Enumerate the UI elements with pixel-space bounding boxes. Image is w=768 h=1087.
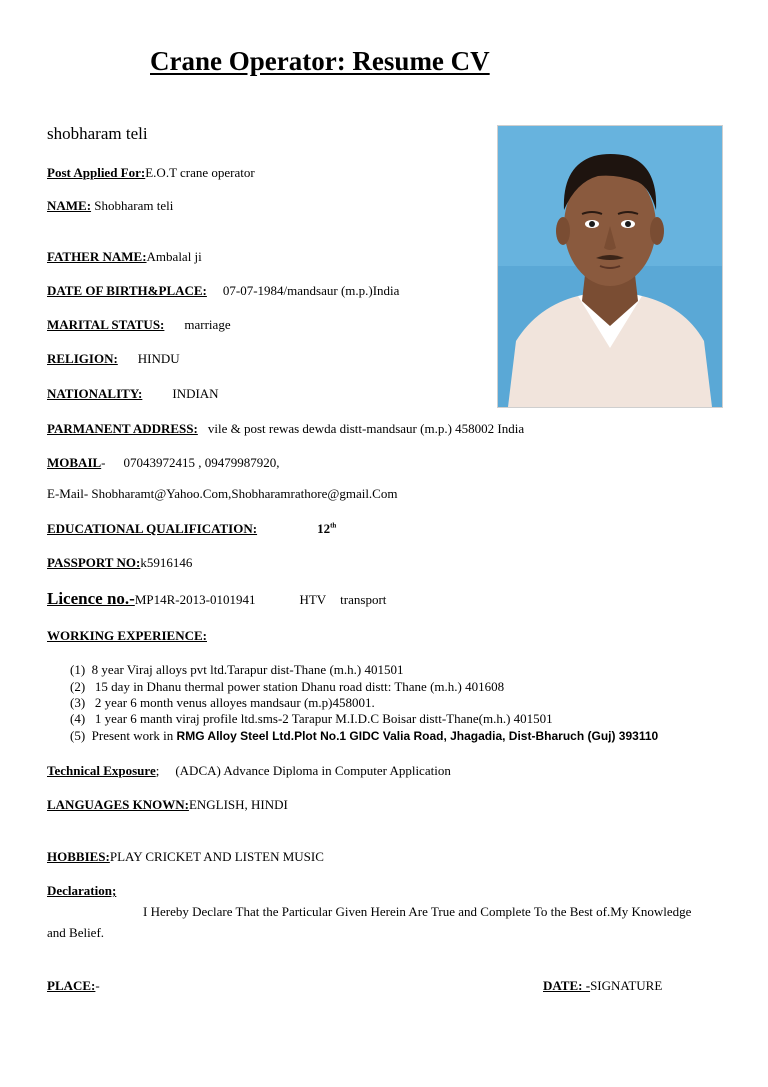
- education-row: [47, 521, 336, 537]
- father-name-value: Ambalal ji: [146, 249, 202, 264]
- marital-status-value: marriage: [184, 317, 231, 332]
- nationality-value: INDIAN: [172, 386, 219, 401]
- passport-label: PASSPORT NO:: [47, 555, 141, 570]
- place-label: PLACE:: [47, 978, 96, 993]
- experience-item: [70, 695, 375, 711]
- languages-value: ENGLISH, HINDI: [188, 797, 288, 812]
- licence-use: transport: [340, 592, 387, 607]
- nationality-label: NATIONALITY:: [47, 386, 143, 401]
- email-row: [47, 486, 397, 502]
- place-sep: -: [95, 978, 100, 993]
- name-value: Shobharam teli: [91, 198, 174, 213]
- experience-item-num: (2): [70, 679, 86, 694]
- date-label: DATE: -: [543, 978, 591, 993]
- father-name-row: [47, 249, 202, 265]
- education-value: 12: [317, 521, 331, 536]
- name-row: [47, 198, 173, 214]
- experience-item: [70, 679, 504, 695]
- marital-status-row: [47, 317, 231, 333]
- licence-label: Licence no.-: [47, 589, 135, 608]
- experience-item-text: Present work in: [91, 728, 174, 743]
- technical-value: (ADCA) Advance Diploma in Computer Application: [175, 763, 451, 778]
- place-row: [47, 978, 100, 994]
- experience-item: [70, 728, 658, 744]
- experience-heading-row: [47, 628, 207, 644]
- declaration-text: I Hereby Declare That the Particular Given Herein Are True and Complete To the Best of.My Knowledge and Belief.: [47, 904, 692, 940]
- email-value: E-Mail- Shobharamt@Yahoo.Com,Shobharamrathore@gmail.Com: [47, 486, 398, 501]
- experience-item-num: (1): [70, 662, 86, 677]
- mobile-sep: -: [101, 455, 106, 470]
- licence-value: MP14R-2013-0101941: [134, 592, 256, 607]
- experience-item-text: 15 day in Dhanu thermal power station Dhanu road distt: Thane (m.h.) 401608: [94, 679, 505, 694]
- experience-item: [70, 662, 403, 678]
- experience-heading: WORKING EXPERIENCE:: [47, 628, 207, 643]
- address-value: vile & post rewas dewda distt-mandsaur (m.p.) 458002 India: [207, 421, 525, 436]
- declaration-label: Declaration;: [47, 883, 117, 898]
- experience-item-num: (3): [70, 695, 86, 710]
- date-signature-row: [543, 978, 662, 994]
- post-applied-row: [47, 165, 255, 181]
- address-row: [47, 421, 524, 437]
- education-label: EDUCATIONAL QUALIFICATION:: [47, 521, 258, 536]
- experience-item-text: 2 year 6 month venus alloyes mandsaur (m.p)458001.: [94, 695, 375, 710]
- technical-row: [47, 763, 451, 779]
- languages-row: [47, 797, 288, 813]
- technical-label: Technical Exposure: [47, 763, 156, 778]
- dob-place-value: 07-07-1984/mandsaur (m.p.)India: [222, 283, 400, 298]
- marital-status-label: MARITAL STATUS:: [47, 317, 165, 332]
- photo-portrait: [498, 126, 722, 407]
- candidate-photo: [497, 125, 723, 408]
- experience-item-employer: RMG Alloy Steel Ltd.Plot No.1 GIDC Valia Road, Jhagadia, Dist-Bharuch (Guj) 393110: [176, 729, 659, 743]
- dob-place-row: [47, 283, 399, 299]
- resume-title: Crane Operator: Resume CV: [150, 46, 490, 76]
- candidate-name: shobharam teli: [47, 124, 148, 143]
- languages-label: LANGUAGES KNOWN:: [47, 797, 189, 812]
- experience-item-text: 8 year Viraj alloys pvt ltd.Tarapur dist-Thane (m.h.) 401501: [91, 662, 404, 677]
- dob-place-label: DATE OF BIRTH&PLACE:: [47, 283, 207, 298]
- experience-item-num: (5): [70, 728, 86, 743]
- licence-row: [47, 589, 386, 609]
- mobile-value: 07043972415 , 09479987920,: [123, 455, 280, 470]
- licence-type: HTV: [299, 592, 327, 607]
- technical-sep: ;: [155, 763, 160, 778]
- mobile-row: [47, 455, 280, 471]
- nationality-row: [47, 386, 219, 402]
- religion-label: RELIGION:: [47, 351, 118, 366]
- religion-value: HINDU: [137, 351, 180, 366]
- passport-value: k5916146: [140, 555, 193, 570]
- hobbies-label: HOBBIES:: [47, 849, 110, 864]
- declaration-heading-row: [47, 883, 116, 899]
- experience-item-num: (4): [70, 711, 86, 726]
- name-label: NAME:: [47, 198, 92, 213]
- hobbies-row: [47, 849, 324, 865]
- hobbies-value: PLAY CRICKET AND LISTEN MUSIC: [109, 849, 324, 864]
- address-label: PARMANENT ADDRESS:: [47, 421, 198, 436]
- education-sup: th: [330, 521, 337, 530]
- passport-row: [47, 555, 192, 571]
- mobile-label: MOBAIL: [47, 455, 102, 470]
- signature-label: SIGNATURE: [590, 978, 663, 993]
- experience-item: [70, 711, 553, 727]
- father-name-label: FATHER NAME:: [47, 249, 147, 264]
- post-applied-value: E.O.T crane operator: [145, 165, 255, 180]
- experience-item-text: 1 year 6 manth viraj profile ltd.sms-2 Tarapur M.I.D.C Boisar distt-Thane(m.h.) 401501: [94, 711, 553, 726]
- post-applied-label: Post Applied For:: [47, 165, 146, 180]
- religion-row: [47, 351, 180, 367]
